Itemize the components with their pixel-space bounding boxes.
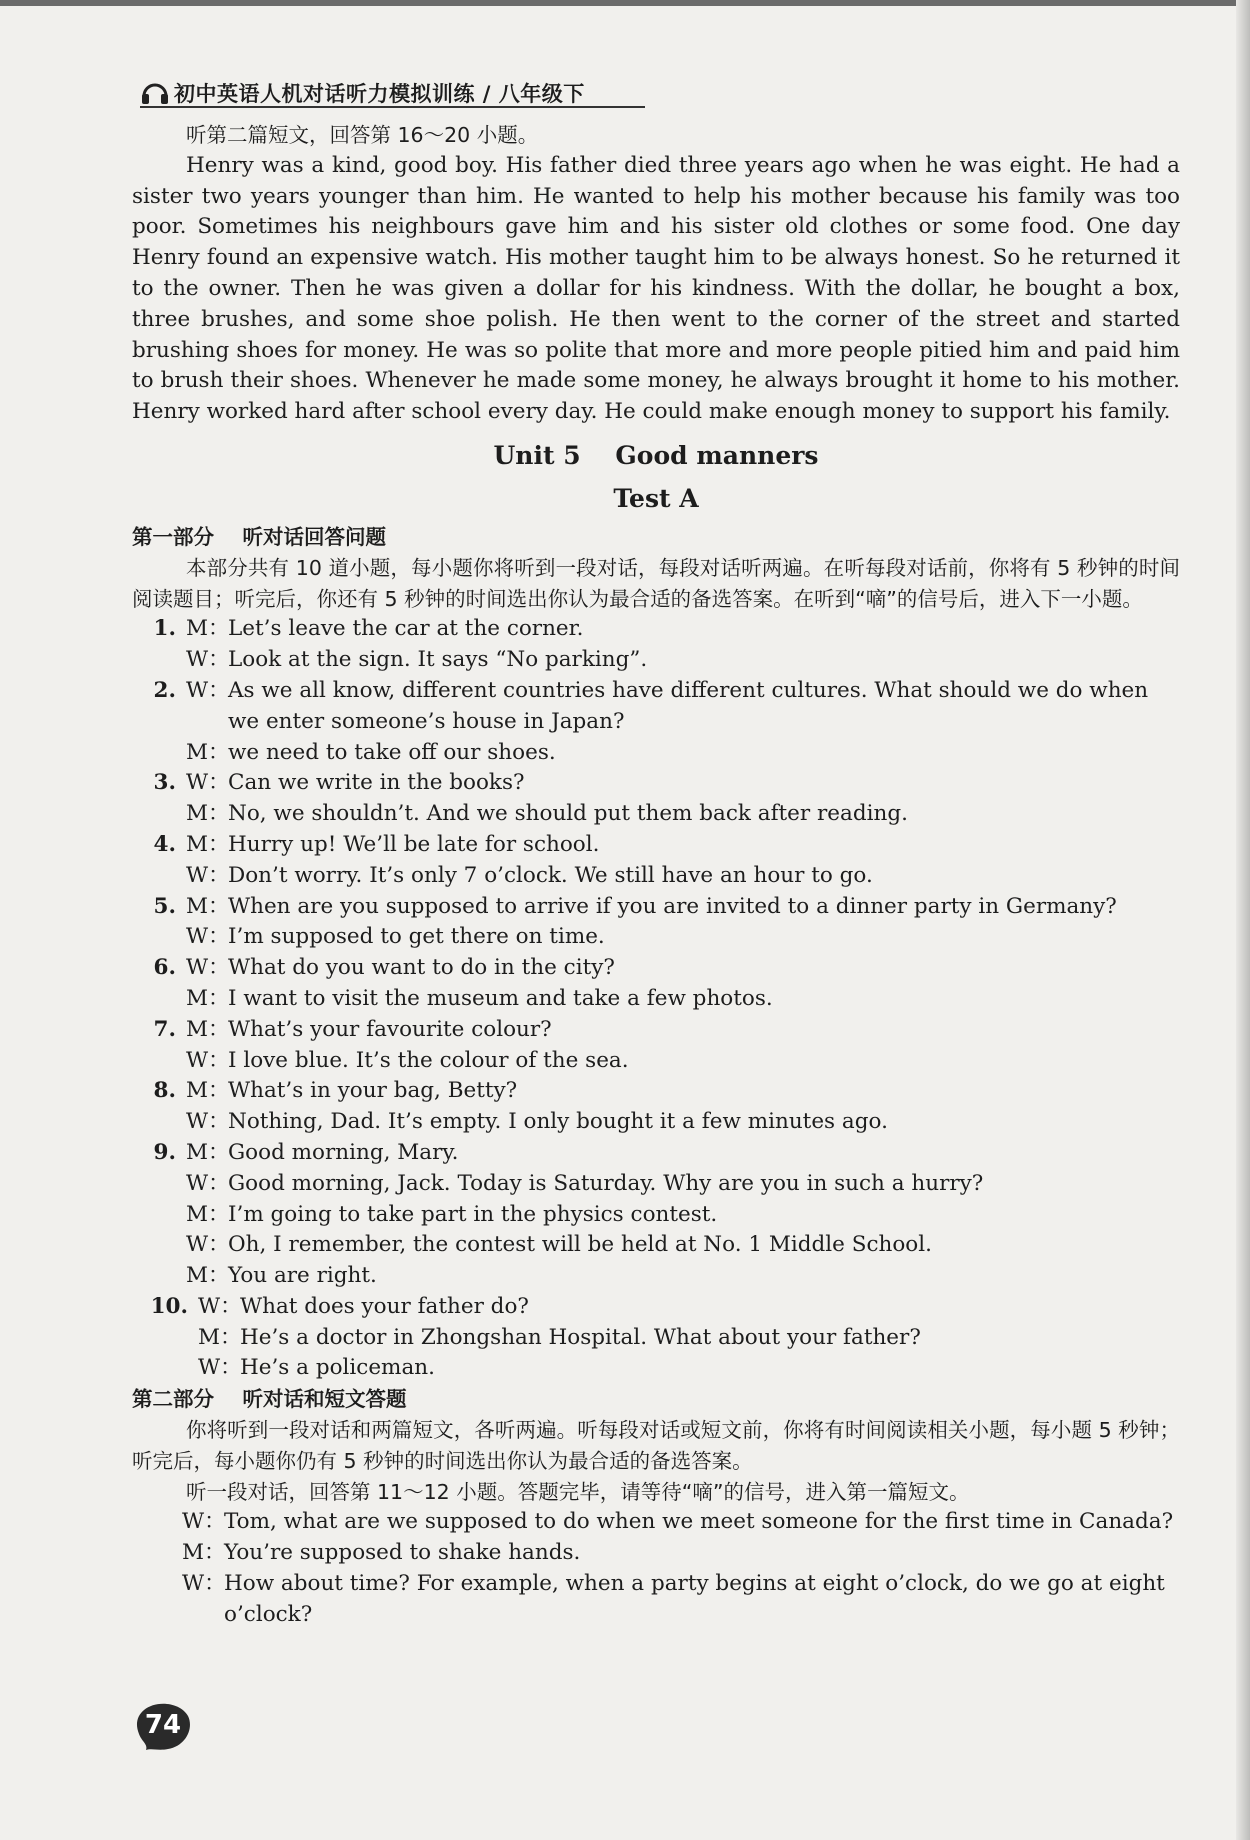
part2-dialog bbox=[132, 1507, 1180, 1630]
dialog-text: Hurry up! We’ll be late for school. bbox=[228, 831, 600, 857]
speaker-label: W： bbox=[186, 1109, 230, 1135]
dialog-line bbox=[132, 892, 1180, 923]
question-number: 6. bbox=[153, 955, 176, 981]
speaker-label: M： bbox=[186, 1201, 230, 1227]
dialog-line bbox=[132, 953, 1180, 984]
dialog-line bbox=[132, 799, 1180, 830]
question-number: 10. bbox=[150, 1293, 188, 1319]
dialog-line bbox=[132, 1292, 1180, 1323]
page-top-edge bbox=[0, 0, 1250, 6]
speaker-label: W： bbox=[186, 1170, 230, 1196]
question-number-spacer bbox=[132, 738, 186, 769]
question-number-spacer bbox=[132, 1200, 186, 1231]
running-header bbox=[140, 78, 585, 108]
passage-text: Henry was a kind, good boy. His father died three years ago when he was eight. He had a sister two years younger than him. He wanted to help his mother because his family was too poor. Sometimes his neighbours gave him and his sister old clothes or some food. One day Henry found an expensive watch. His mother taught him to be always honest. So he returned it to the owner. Then he was given a dollar for his kindness. With the dollar, he bought a box, three brushes, and some shoe polish. He then went to the corner of the street and started brushing shoes for money. He was so polite that more and more people pitied him and paid him to brush their shoes. Whenever he made some money, he always brought it home to his mother. Henry worked hard after school every day. He could make enough money to support his family. bbox=[132, 152, 1180, 425]
question-number: 4. bbox=[153, 831, 176, 857]
question-number: 2. bbox=[153, 677, 176, 703]
dialog-line bbox=[132, 922, 1180, 953]
dialog-text: When are you supposed to arrive if you are invited to a dinner party in Germany? bbox=[228, 893, 1117, 919]
main-content bbox=[132, 120, 1180, 1631]
part1-questions bbox=[132, 614, 1180, 1384]
question-number-spacer bbox=[132, 984, 186, 1015]
question-number: 3. bbox=[153, 770, 176, 796]
dialog-text: Tom, what are we supposed to do when we meet someone for the first time in Canada? bbox=[224, 1509, 1174, 1535]
passage-intro: 听第二篇短文，回答第 16～20 小题。 bbox=[186, 123, 539, 147]
speaker-label: W： bbox=[186, 924, 230, 950]
speaker-label: W： bbox=[186, 1232, 230, 1258]
dialog-text: How about time? For example, when a party begins at eight o’clock, do we go at eight o’clock? bbox=[224, 1571, 1165, 1627]
speaker-label: W： bbox=[186, 677, 230, 703]
dialog-text: I love blue. It’s the colour of the sea. bbox=[228, 1047, 629, 1073]
question-number: 7. bbox=[153, 1016, 176, 1042]
speaker-label: M： bbox=[186, 1078, 230, 1104]
dialog-line bbox=[132, 1138, 1180, 1169]
dialog-line bbox=[132, 614, 1180, 645]
speaker-label: W： bbox=[182, 1509, 226, 1535]
question-number-spacer bbox=[132, 1353, 198, 1384]
dialog-text: Can we write in the books? bbox=[228, 770, 525, 796]
speaker-label: W： bbox=[198, 1293, 242, 1319]
dialog-text: Oh, I remember, the contest will be held at No. 1 Middle School. bbox=[228, 1232, 932, 1258]
question-number-spacer bbox=[132, 922, 186, 953]
dialog-line bbox=[132, 830, 1180, 861]
question-number-spacer bbox=[132, 1230, 186, 1261]
question-number: 8. bbox=[153, 1078, 176, 1104]
question-number-spacer bbox=[132, 799, 186, 830]
part2-dialog-intro: 听一段对话，回答第 11～12 小题。答题完毕，请等待“嘀”的信号，进入第一篇短文。 bbox=[186, 1479, 970, 1504]
question-number-spacer bbox=[132, 861, 186, 892]
question-number: 5. bbox=[153, 893, 176, 919]
headphones-icon bbox=[140, 80, 170, 106]
dialog-text: Look at the sign. It says “No parking”. bbox=[228, 647, 648, 673]
part1-heading: 第一部分 听对话回答问题 bbox=[132, 524, 387, 549]
dialog-text: What do you want to do in the city? bbox=[228, 955, 615, 981]
page-right-edge bbox=[1236, 0, 1250, 1840]
question-number-spacer bbox=[132, 1169, 186, 1200]
dialog-text: He’s a doctor in Zhongshan Hospital. What about your father? bbox=[240, 1324, 921, 1350]
dialog-line bbox=[132, 861, 1180, 892]
dialog-line bbox=[132, 1261, 1180, 1292]
question-number-spacer bbox=[132, 645, 186, 676]
dialog-line bbox=[132, 984, 1180, 1015]
dialog-line bbox=[132, 645, 1180, 676]
dialog-line bbox=[132, 1569, 1180, 1631]
header-rule bbox=[140, 106, 645, 108]
part2-heading: 第二部分 听对话和短文答题 bbox=[132, 1387, 407, 1412]
question-number-spacer bbox=[132, 1261, 186, 1292]
question-number-spacer bbox=[132, 1323, 198, 1354]
speaker-label: M： bbox=[198, 1324, 242, 1350]
dialog-text: Let’s leave the car at the corner. bbox=[228, 616, 584, 642]
dialog-line bbox=[132, 1323, 1180, 1354]
dialog-line bbox=[132, 1046, 1180, 1077]
question-number: 9. bbox=[153, 1139, 176, 1165]
dialog-line bbox=[132, 1169, 1180, 1200]
part2-instructions: 你将听到一段对话和两篇短文，各听两遍。听每段对话或短文前，你将有时间阅读相关小题，每小题 5 秒钟；听完后，每小题你仍有 5 秒钟的时间选出你认为最合适的备选答案。 bbox=[132, 1418, 1180, 1473]
dialog-line bbox=[132, 1353, 1180, 1384]
dialog-text: Good morning, Jack. Today is Saturday. Why are you in such a hurry? bbox=[228, 1170, 984, 1196]
page-number: 74 bbox=[144, 1710, 182, 1740]
dialog-line bbox=[132, 1107, 1180, 1138]
speaker-label: W： bbox=[186, 770, 230, 796]
dialog-text: I’m going to take part in the physics contest. bbox=[228, 1201, 718, 1227]
dialog-line bbox=[132, 738, 1180, 769]
speaker-label: M： bbox=[186, 616, 230, 642]
dialog-line bbox=[132, 1015, 1180, 1046]
dialog-line bbox=[132, 1507, 1180, 1538]
speaker-label: W： bbox=[186, 955, 230, 981]
speaker-label: M： bbox=[186, 739, 230, 765]
dialog-text: Good morning, Mary. bbox=[228, 1139, 459, 1165]
header-title: 初中英语人机对话听力模拟训练 / 八年级下 bbox=[174, 82, 585, 106]
dialog-line bbox=[132, 1076, 1180, 1107]
speaker-label: M： bbox=[186, 893, 230, 919]
test-title: Test A bbox=[613, 483, 699, 513]
dialog-text: What does your father do? bbox=[240, 1293, 529, 1319]
dialog-text: No, we shouldn’t. And we should put them back after reading. bbox=[228, 801, 908, 827]
dialog-line bbox=[132, 676, 1180, 738]
dialog-text: we need to take off our shoes. bbox=[228, 739, 556, 765]
speaker-label: M： bbox=[186, 1016, 230, 1042]
dialog-text: You’re supposed to shake hands. bbox=[224, 1540, 581, 1566]
unit-title: Unit 5 Good manners bbox=[493, 440, 819, 470]
part1-instructions: 本部分共有 10 道小题，每小题你将听到一段对话，每段对话听两遍。在听每段对话前，你将有 5 秒钟的时间阅读题目；听完后，你还有 5 秒钟的时间选出你认为最合适的备选答案。在听到“嘀”的信号后，进入下一小题。 bbox=[132, 555, 1180, 611]
speaker-label: W： bbox=[186, 1047, 230, 1073]
dialog-text: Don’t worry. It’s only 7 o’clock. We still have an hour to go. bbox=[228, 862, 873, 888]
speaker-label: W： bbox=[186, 862, 230, 888]
dialog-line bbox=[132, 1230, 1180, 1261]
speaker-label: W： bbox=[182, 1571, 226, 1597]
dialog-text: He’s a policeman. bbox=[240, 1355, 435, 1381]
question-number-spacer bbox=[132, 1107, 186, 1138]
dialog-text: What’s your favourite colour? bbox=[228, 1016, 552, 1042]
speaker-label: M： bbox=[186, 801, 230, 827]
dialog-text: Nothing, Dad. It’s empty. I only bought it a few minutes ago. bbox=[228, 1109, 888, 1135]
page-number-badge bbox=[134, 1702, 192, 1752]
question-number: 1. bbox=[153, 616, 176, 642]
dialog-text: I’m supposed to get there on time. bbox=[228, 924, 605, 950]
dialog-text: I want to visit the museum and take a few photos. bbox=[228, 985, 773, 1011]
dialog-text: As we all know, different countries have different cultures. What should we do when we enter someone’s house in Japan? bbox=[228, 677, 1149, 734]
dialog-line bbox=[132, 768, 1180, 799]
question-number-spacer bbox=[132, 1046, 186, 1077]
dialog-text: You are right. bbox=[228, 1263, 377, 1289]
speaker-label: M： bbox=[186, 985, 230, 1011]
speaker-label: M： bbox=[186, 1263, 230, 1289]
speaker-label: M： bbox=[186, 831, 230, 857]
speaker-label: M： bbox=[186, 1139, 230, 1165]
dialog-line bbox=[132, 1200, 1180, 1231]
speaker-label: M： bbox=[182, 1540, 226, 1566]
speaker-label: W： bbox=[186, 647, 230, 673]
dialog-text: What’s in your bag, Betty? bbox=[228, 1078, 518, 1104]
speaker-label: W： bbox=[198, 1355, 242, 1381]
dialog-line bbox=[132, 1538, 1180, 1569]
